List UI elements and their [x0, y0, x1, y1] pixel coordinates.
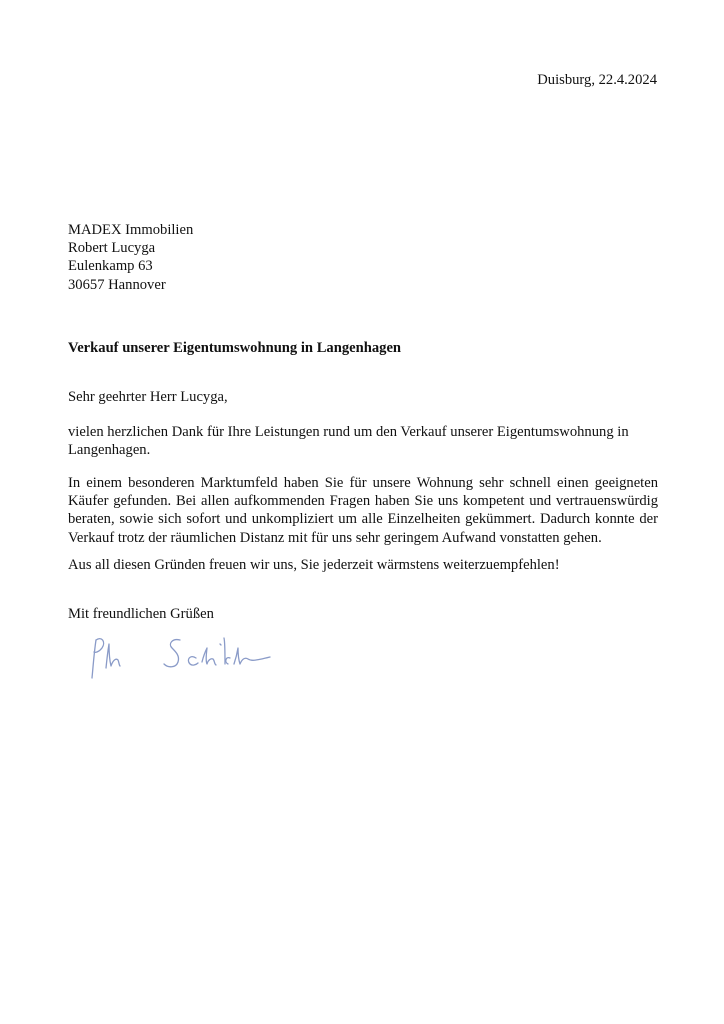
handwritten-signature [84, 628, 284, 688]
subject-line: Verkauf unserer Eigentumswohnung in Langenhagen [68, 340, 402, 356]
recipient-street: Eulenkamp 63 [68, 258, 153, 275]
signature-drawing [84, 628, 284, 688]
body-paragraph-recommendation: Aus all diesen Gründen freuen wir uns, Sie jederzeit wärmstens weiterzuempfehlen! [68, 557, 560, 573]
salutation: Sehr geehrter Herr Lucyga, [68, 389, 228, 405]
body-paragraph-thanks: vielen herzlichen Dank für Ihre Leistungen rund um den Verkauf unserer Eigentumswohnung in Langenhagen. [68, 424, 629, 459]
recipient-city: 30657 Hannover [68, 276, 166, 293]
closing-phrase: Mit freundlichen Grüßen [68, 606, 214, 622]
place-date: Duisburg, 22.4.2024 [537, 72, 657, 88]
body-paragraph-details: In einem besonderen Marktumfeld haben Sie für unsere Wohnung sehr schnell einen geeigneten Käufer gefunden. Bei allen aufkommenden Fragen haben Sie uns kompetent und vertrauenswürdig beraten, sowie sich sofort und unkompliziert um alle Einzelheiten gekümmert. Dadurch konnte der Verkauf trotz der räumlichen Distanz mit für uns sehr geringem Aufwand vonstatten gehen. [68, 475, 658, 546]
recipient-name: Robert Lucyga [68, 240, 156, 257]
recipient-company: MADEX Immobilien [68, 222, 194, 238]
recipient-address [68, 221, 193, 294]
